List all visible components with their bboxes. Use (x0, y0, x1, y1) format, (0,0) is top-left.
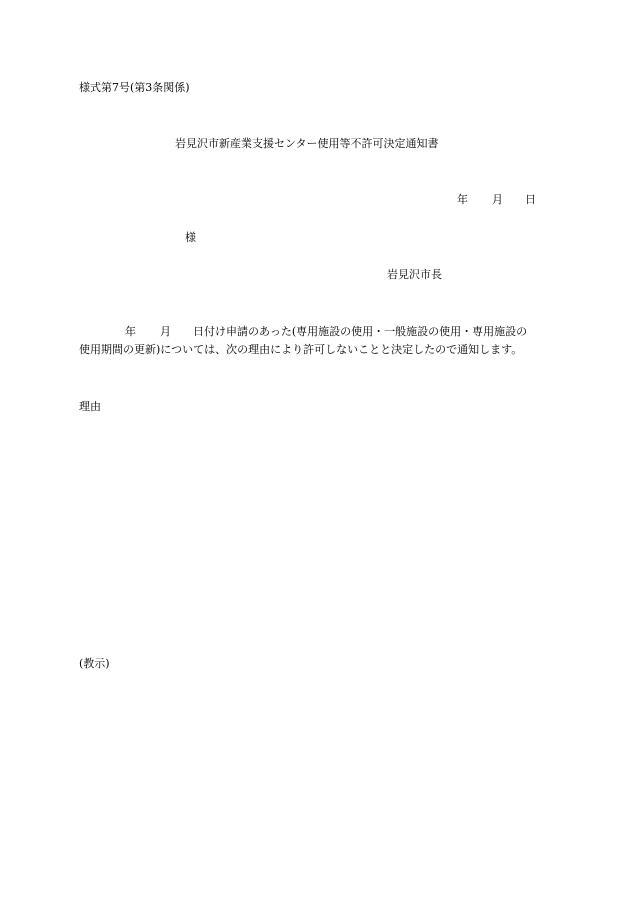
date-day-label: 日 (525, 193, 536, 206)
reason-heading: 理由 (79, 400, 101, 413)
body-text (79, 323, 553, 359)
document-title: 岩見沢市新産業支援センター使用等不許可決定通知書 (175, 137, 439, 150)
body-year-label: 年 (125, 325, 136, 338)
body-line-1-rest: 日付け申請のあった(専用施設の使用・一般施設の使用・専用施設の (193, 325, 528, 338)
date-row (457, 193, 536, 207)
addressee-suffix: 様 (185, 231, 196, 244)
form-number: 様式第7号(第3条関係) (79, 81, 190, 94)
issuer-name: 岩見沢市長 (387, 268, 442, 281)
body-line-1 (79, 323, 553, 341)
date-year-label: 年 (457, 193, 468, 206)
instruction-heading: (教示) (79, 657, 110, 670)
body-month-label: 月 (160, 325, 171, 338)
body-line-2: 使用期間の更新)については、次の理由により許可しないことと決定したので通知します。 (79, 343, 523, 356)
date-month-label: 月 (492, 193, 503, 206)
